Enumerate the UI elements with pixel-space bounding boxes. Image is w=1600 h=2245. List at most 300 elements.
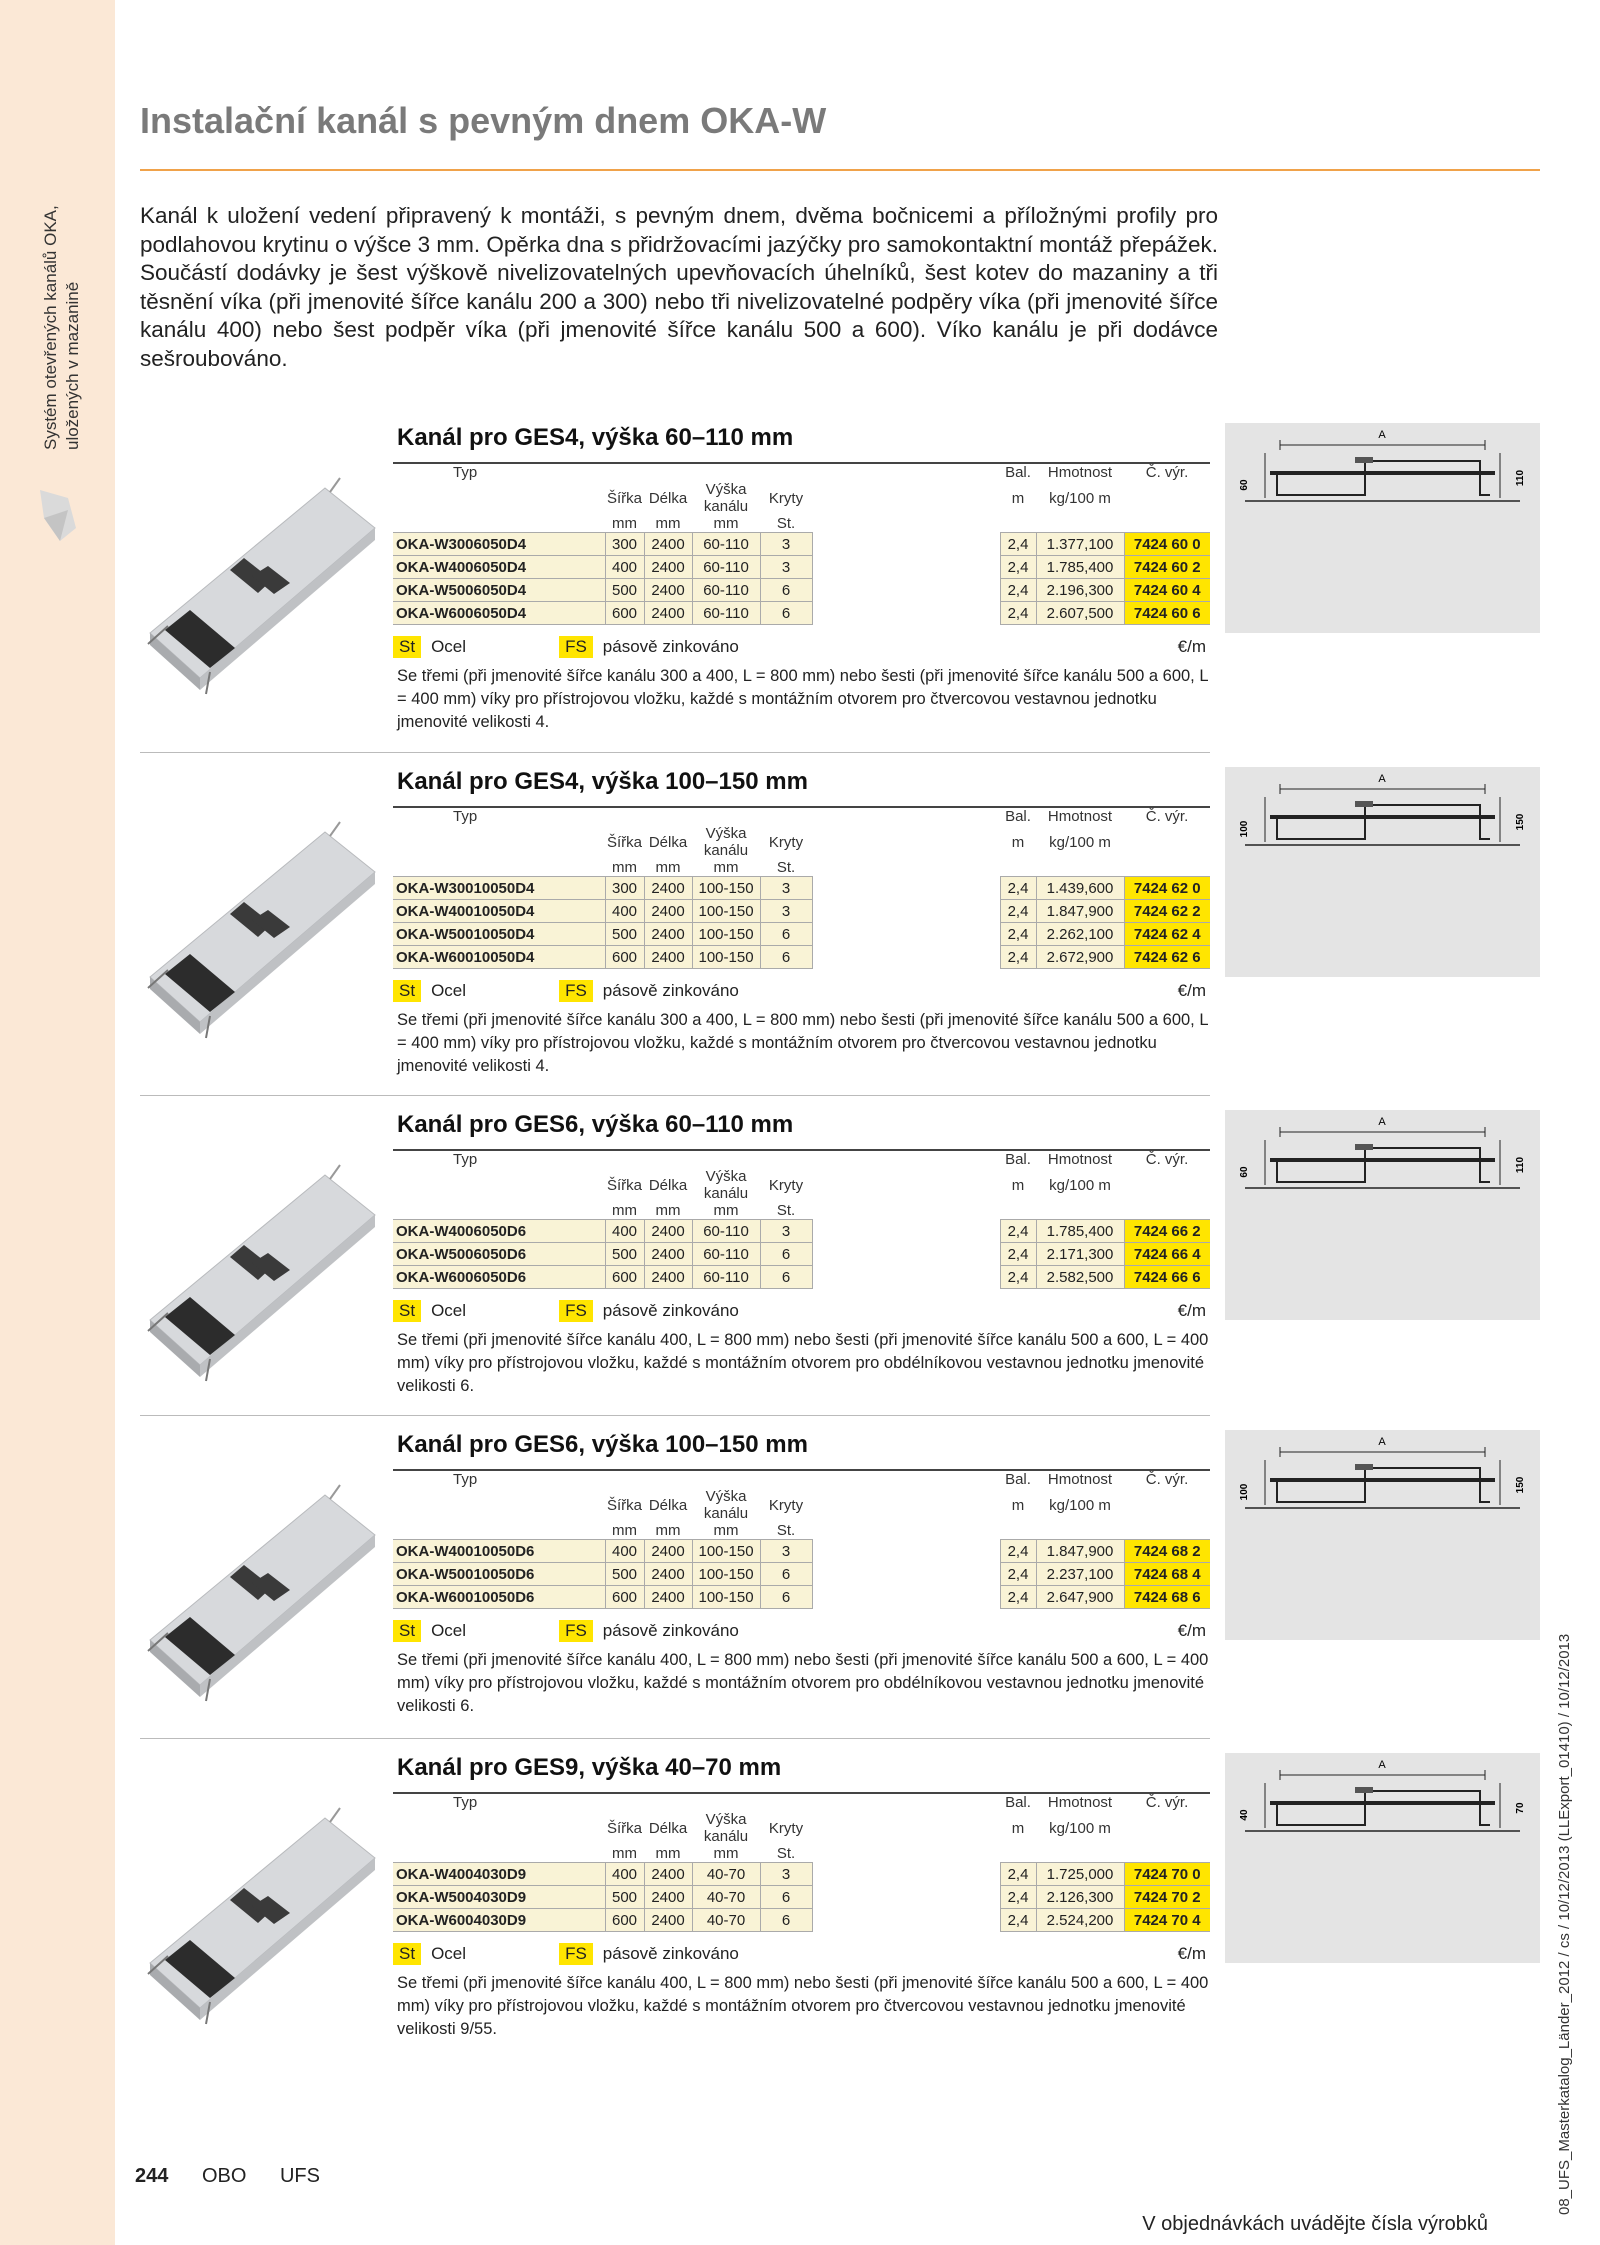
product-photo (140, 458, 380, 708)
col-kryty: Kryty (760, 1488, 812, 1522)
article-cell: 7424 60 6 (1124, 602, 1210, 625)
fs-tag: FS (559, 980, 593, 1002)
type-cell: OKA-W40010050D4 (393, 900, 605, 923)
dim-left-label: 100 (1239, 820, 1250, 838)
covers-cell: 6 (760, 1266, 812, 1289)
pack-cell: 2,4 (1000, 1243, 1036, 1266)
fs-label: pásově zinkováno (602, 637, 739, 656)
unit-mm: mm (644, 515, 692, 533)
covers-cell: 3 (760, 877, 812, 900)
dim-left-label: 60 (1239, 1166, 1250, 1178)
col-vyska-label: Výška (705, 1168, 747, 1185)
unit-st: St. (760, 1522, 812, 1540)
weight-cell: 2.237,100 (1036, 1563, 1124, 1586)
section-heading: Kanál pro GES6, výška 60–110 mm (397, 1111, 794, 1138)
section-heading: Kanál pro GES4, výška 60–110 mm (397, 424, 794, 451)
unit-mm: mm (692, 1522, 760, 1540)
table-row (393, 1266, 1210, 1289)
weight-cell: 2.647,900 (1036, 1586, 1124, 1609)
col-hmotnost: Hmotnost (1036, 463, 1124, 481)
type-cell: OKA-W60010050D6 (393, 1586, 605, 1609)
col-delka: Délka (644, 825, 692, 859)
product-photo (140, 802, 380, 1052)
dim-left-label: 60 (1239, 479, 1250, 491)
width-cell: 400 (605, 556, 644, 579)
page-number: 244 (135, 2165, 169, 2187)
height-cell: 100-150 (692, 1540, 760, 1563)
covers-cell: 6 (760, 1563, 812, 1586)
col-vyska-label: Výška (705, 1488, 747, 1505)
section-body (393, 1748, 1210, 2041)
width-cell: 600 (605, 1909, 644, 1932)
weight-cell: 2.196,300 (1036, 579, 1124, 602)
sidebar-chapter-text (40, 110, 84, 450)
pack-cell: 2,4 (1000, 533, 1036, 556)
product-photo (140, 1145, 380, 1395)
height-cell: 100-150 (692, 1586, 760, 1609)
table-row (393, 946, 1210, 969)
section-body (393, 418, 1210, 734)
col-kanalu-label: kanálu (703, 1828, 749, 1845)
type-cell: OKA-W4004030D9 (393, 1863, 605, 1886)
col-cvyr: Č. výr. (1124, 807, 1210, 825)
width-cell: 600 (605, 1586, 644, 1609)
weight-cell: 1.725,000 (1036, 1863, 1124, 1886)
pack-cell: 2,4 (1000, 900, 1036, 923)
unit-st: St. (760, 1202, 812, 1220)
dim-right-label: 150 (1515, 813, 1526, 831)
table-row (393, 877, 1210, 900)
section-note: Se třemi (při jmenovité šířce kanálu 400, L = 800 mm) nebo šesti (při jmenovité šířce kanálu 500 a 600, L = 400 mm) víky pro přístrojovou vložku, každé s montážním otvorem pro čtvercovou vestavnou jednotku jmenovité velikosti 9/55. (397, 1974, 1209, 2038)
type-cell: OKA-W5004030D9 (393, 1886, 605, 1909)
section-body (393, 1105, 1210, 1398)
cross-section-drawing (1225, 1430, 1540, 1640)
section-note: Se třemi (při jmenovité šířce kanálu 300 a 400, L = 800 mm) nebo šesti (při jmenovité šířce kanálu 500 a 600, L = 400 mm) víky pro přístrojovou vložku, každé s montážním otvorem pro čtvercovou vestavnou jednotku jmenovité velikosti 4. (397, 1011, 1208, 1075)
dim-a-label: A (1378, 1436, 1386, 1448)
length-cell: 2400 (644, 1540, 692, 1563)
type-cell: OKA-W6006050D4 (393, 602, 605, 625)
st-label: Ocel (431, 1944, 467, 1963)
pack-cell: 2,4 (1000, 1220, 1036, 1243)
pack-cell: 2,4 (1000, 579, 1036, 602)
section-note: Se třemi (při jmenovité šířce kanálu 400, L = 800 mm) nebo šesti (při jmenovité šířce kanálu 500 a 600, L = 400 mm) víky pro přístrojovou vložku, každé s montážním otvorem pro obdélníkovou vestavnou jednotku jmenovité velikosti 6. (397, 1331, 1209, 1395)
dim-right-label: 70 (1515, 1802, 1526, 1814)
article-cell: 7424 60 4 (1124, 579, 1210, 602)
sidebar-text-line2: uložených v mazanině (63, 281, 82, 450)
col-sirka: Šířka (605, 1168, 644, 1202)
unit-mm: mm (692, 859, 760, 877)
unit-mm: mm (644, 1522, 692, 1540)
weight-cell: 2.126,300 (1036, 1886, 1124, 1909)
length-cell: 2400 (644, 877, 692, 900)
col-sirka: Šířka (605, 1811, 644, 1845)
length-cell: 2400 (644, 1909, 692, 1932)
article-cell: 7424 62 6 (1124, 946, 1210, 969)
fs-tag: FS (559, 1943, 593, 1965)
length-cell: 2400 (644, 1243, 692, 1266)
col-bal: Bal. (1000, 463, 1036, 481)
table-row (393, 1886, 1210, 1909)
width-cell: 600 (605, 602, 644, 625)
table-row (393, 1863, 1210, 1886)
article-cell: 7424 66 4 (1124, 1243, 1210, 1266)
col-kanalu-label: kanálu (703, 842, 749, 859)
col-vyska (692, 481, 760, 515)
weight-cell: 1.847,900 (1036, 1540, 1124, 1563)
footer-left (135, 2165, 348, 2188)
col-hmotnost: Hmotnost (1036, 1793, 1124, 1811)
pack-cell: 2,4 (1000, 602, 1036, 625)
table-row (393, 1909, 1210, 1932)
table-row (393, 923, 1210, 946)
covers-cell: 6 (760, 923, 812, 946)
weight-cell: 1.785,400 (1036, 1220, 1124, 1243)
spec-table (393, 1149, 1210, 1289)
material-row (393, 1940, 1210, 1968)
height-cell: 100-150 (692, 877, 760, 900)
col-typ: Typ (393, 463, 605, 481)
sidebar-text-line1: Systém otevřených kanálů OKA, (41, 205, 60, 450)
length-cell: 2400 (644, 1563, 692, 1586)
height-cell: 100-150 (692, 900, 760, 923)
product-photo (140, 1465, 380, 1715)
pack-cell: 2,4 (1000, 1886, 1036, 1909)
dim-a-label: A (1378, 773, 1386, 785)
article-cell: 7424 68 2 (1124, 1540, 1210, 1563)
fs-label: pásově zinkováno (602, 1301, 739, 1320)
price-unit: €/m (1177, 1621, 1206, 1640)
price-unit: €/m (1177, 1944, 1206, 1963)
col-typ: Typ (393, 1150, 605, 1168)
page-corner-icon (38, 488, 78, 543)
st-label: Ocel (431, 637, 467, 656)
st-tag: St (393, 1943, 421, 1965)
article-cell: 7424 68 6 (1124, 1586, 1210, 1609)
page-title: Instalační kanál s pevným dnem OKA-W (140, 100, 827, 141)
article-cell: 7424 62 0 (1124, 877, 1210, 900)
height-cell: 60-110 (692, 1266, 760, 1289)
unit-st: St. (760, 1845, 812, 1863)
price-unit: €/m (1177, 981, 1206, 1000)
article-cell: 7424 70 4 (1124, 1909, 1210, 1932)
type-cell: OKA-W50010050D6 (393, 1563, 605, 1586)
height-cell: 60-110 (692, 533, 760, 556)
width-cell: 500 (605, 1243, 644, 1266)
height-cell: 40-70 (692, 1909, 760, 1932)
height-cell: 100-150 (692, 946, 760, 969)
cross-section-drawing (1225, 1753, 1540, 1963)
dim-right-label: 110 (1515, 469, 1526, 487)
height-cell: 60-110 (692, 1243, 760, 1266)
product-photo (140, 1788, 380, 2038)
col-vyska-label: Výška (705, 481, 747, 498)
covers-cell: 3 (760, 556, 812, 579)
footer-brand: OBO (201, 2165, 247, 2187)
length-cell: 2400 (644, 579, 692, 602)
spec-table (393, 806, 1210, 969)
dim-a-label: A (1378, 1759, 1386, 1771)
unit-mm: mm (644, 859, 692, 877)
unit-mm: mm (644, 1845, 692, 1863)
table-row (393, 1586, 1210, 1609)
st-tag: St (393, 1620, 421, 1642)
vertical-meta-text: 08_UFS_Masterkatalog_Länder_2012 / cs / 10/12/2013 (LLExport_01410) / 10/12/2013 (1556, 1633, 1573, 2215)
material-row (393, 977, 1210, 1005)
material-row (393, 633, 1210, 661)
price-unit: €/m (1177, 637, 1206, 656)
unit-kg: kg/100 m (1036, 825, 1124, 859)
col-kanalu-label: kanálu (703, 1185, 749, 1202)
unit-mm: mm (605, 515, 644, 533)
weight-cell: 2.524,200 (1036, 1909, 1124, 1932)
dim-a-label: A (1378, 429, 1386, 441)
table-row (393, 900, 1210, 923)
section-separator (140, 1415, 1210, 1416)
unit-m: m (1000, 1488, 1036, 1522)
fs-label: pásově zinkováno (602, 981, 739, 1000)
pack-cell: 2,4 (1000, 556, 1036, 579)
pack-cell: 2,4 (1000, 1863, 1036, 1886)
length-cell: 2400 (644, 1886, 692, 1909)
length-cell: 2400 (644, 602, 692, 625)
covers-cell: 3 (760, 1540, 812, 1563)
weight-cell: 1.439,600 (1036, 877, 1124, 900)
width-cell: 300 (605, 877, 644, 900)
col-bal: Bal. (1000, 1150, 1036, 1168)
length-cell: 2400 (644, 923, 692, 946)
pack-cell: 2,4 (1000, 1909, 1036, 1932)
col-kryty: Kryty (760, 825, 812, 859)
article-cell: 7424 70 0 (1124, 1863, 1210, 1886)
covers-cell: 3 (760, 1220, 812, 1243)
unit-mm: mm (605, 1845, 644, 1863)
col-hmotnost: Hmotnost (1036, 807, 1124, 825)
type-cell: OKA-W4006050D4 (393, 556, 605, 579)
table-row (393, 556, 1210, 579)
width-cell: 300 (605, 533, 644, 556)
dim-a-label: A (1378, 1116, 1386, 1128)
width-cell: 400 (605, 1540, 644, 1563)
weight-cell: 1.377,100 (1036, 533, 1124, 556)
weight-cell: 1.785,400 (1036, 556, 1124, 579)
covers-cell: 3 (760, 1863, 812, 1886)
st-label: Ocel (431, 1621, 467, 1640)
unit-mm: mm (605, 859, 644, 877)
col-cvyr: Č. výr. (1124, 463, 1210, 481)
col-sirka: Šířka (605, 1488, 644, 1522)
col-hmotnost: Hmotnost (1036, 1150, 1124, 1168)
unit-mm: mm (605, 1522, 644, 1540)
article-cell: 7424 62 2 (1124, 900, 1210, 923)
footer-order-note: V objednávkách uvádějte čísla výrobků (1142, 2213, 1488, 2235)
fs-label: pásově zinkováno (602, 1944, 739, 1963)
length-cell: 2400 (644, 1220, 692, 1243)
type-cell: OKA-W6004030D9 (393, 1909, 605, 1932)
type-cell: OKA-W30010050D4 (393, 877, 605, 900)
material-row (393, 1297, 1210, 1325)
col-vyska-label: Výška (705, 1811, 747, 1828)
type-cell: OKA-W6006050D6 (393, 1266, 605, 1289)
fs-tag: FS (559, 1620, 593, 1642)
unit-m: m (1000, 825, 1036, 859)
pack-cell: 2,4 (1000, 1266, 1036, 1289)
article-cell: 7424 68 4 (1124, 1563, 1210, 1586)
price-unit: €/m (1177, 1301, 1206, 1320)
unit-mm: mm (692, 515, 760, 533)
length-cell: 2400 (644, 1586, 692, 1609)
weight-cell: 2.262,100 (1036, 923, 1124, 946)
weight-cell: 2.607,500 (1036, 602, 1124, 625)
table-row (393, 1540, 1210, 1563)
cross-section-drawing (1225, 767, 1540, 977)
unit-kg: kg/100 m (1036, 1811, 1124, 1845)
height-cell: 60-110 (692, 602, 760, 625)
unit-st: St. (760, 515, 812, 533)
unit-m: m (1000, 1168, 1036, 1202)
width-cell: 400 (605, 900, 644, 923)
fs-tag: FS (559, 636, 593, 658)
fs-label: pásově zinkováno (602, 1621, 739, 1640)
dim-left-label: 40 (1239, 1809, 1250, 1821)
covers-cell: 6 (760, 1909, 812, 1932)
col-vyska (692, 825, 760, 859)
section-separator (140, 1738, 1210, 1739)
footer-series: UFS (279, 2165, 320, 2187)
weight-cell: 1.847,900 (1036, 900, 1124, 923)
width-cell: 400 (605, 1220, 644, 1243)
unit-m: m (1000, 1811, 1036, 1845)
st-tag: St (393, 1300, 421, 1322)
weight-cell: 2.582,500 (1036, 1266, 1124, 1289)
col-sirka: Šířka (605, 481, 644, 515)
col-vyska (692, 1488, 760, 1522)
covers-cell: 6 (760, 602, 812, 625)
article-cell: 7424 66 2 (1124, 1220, 1210, 1243)
col-delka: Délka (644, 1488, 692, 1522)
length-cell: 2400 (644, 1266, 692, 1289)
section-note: Se třemi (při jmenovité šířce kanálu 400, L = 800 mm) nebo šesti (při jmenovité šířce kanálu 500 a 600, L = 400 mm) víky pro přístrojovou vložku, každé s montážním otvorem pro obdélníkovou vestavnou jednotku jmenovité velikosti 6. (397, 1651, 1209, 1715)
article-cell: 7424 62 4 (1124, 923, 1210, 946)
type-cell: OKA-W5006050D4 (393, 579, 605, 602)
article-cell: 7424 70 2 (1124, 1886, 1210, 1909)
pack-cell: 2,4 (1000, 946, 1036, 969)
col-sirka: Šířka (605, 825, 644, 859)
col-cvyr: Č. výr. (1124, 1470, 1210, 1488)
section-separator (140, 1095, 1210, 1096)
article-cell: 7424 60 2 (1124, 556, 1210, 579)
col-bal: Bal. (1000, 807, 1036, 825)
col-vyska-label: Výška (705, 825, 747, 842)
pack-cell: 2,4 (1000, 923, 1036, 946)
covers-cell: 6 (760, 1586, 812, 1609)
width-cell: 500 (605, 1563, 644, 1586)
height-cell: 60-110 (692, 556, 760, 579)
cross-section-drawing (1225, 423, 1540, 633)
fs-tag: FS (559, 1300, 593, 1322)
intro-paragraph: Kanál k uložení vedení připravený k montáži, s pevným dnem, dvěma bočnicemi a příložnými profily pro podlahovou krytinu o výšce 3 mm. Opěrka dna s přidržovacími jazýčky pro samokontaktní montáž přepážek. Součástí dodávky je šest výškově nivelizovatelných upevňovacích úhelníků, šest kotev do mazaniny a tři těsnění víka (při jmenovité šířce kanálu 200 a 300) nebo tři nivelizovatelné podpěry víka (při jmenovité šířce kanálu 400) nebo šest podpěr víka (při jmenovité šířce kanálu 500 a 600). Víko kanálu je při dodávce sešroubováno. (140, 203, 1218, 371)
height-cell: 60-110 (692, 579, 760, 602)
width-cell: 500 (605, 579, 644, 602)
col-kanalu-label: kanálu (703, 1505, 749, 1522)
table-row (393, 602, 1210, 625)
length-cell: 2400 (644, 900, 692, 923)
length-cell: 2400 (644, 556, 692, 579)
unit-mm: mm (692, 1845, 760, 1863)
unit-kg: kg/100 m (1036, 481, 1124, 515)
type-cell: OKA-W3006050D4 (393, 533, 605, 556)
col-kryty: Kryty (760, 481, 812, 515)
col-delka: Délka (644, 481, 692, 515)
section-heading: Kanál pro GES4, výška 100–150 mm (397, 768, 808, 795)
weight-cell: 2.171,300 (1036, 1243, 1124, 1266)
dim-right-label: 150 (1515, 1476, 1526, 1494)
col-vyska (692, 1811, 760, 1845)
type-cell: OKA-W5006050D6 (393, 1243, 605, 1266)
col-cvyr: Č. výr. (1124, 1793, 1210, 1811)
height-cell: 100-150 (692, 923, 760, 946)
section-heading: Kanál pro GES9, výška 40–70 mm (397, 1754, 782, 1781)
unit-mm: mm (644, 1202, 692, 1220)
col-vyska (692, 1168, 760, 1202)
section-note: Se třemi (při jmenovité šířce kanálu 300 a 400, L = 800 mm) nebo šesti (při jmenovité šířce kanálu 500 a 600, L = 400 mm) víky pro přístrojovou vložku, každé s montážním otvorem pro čtvercovou vestavnou jednotku jmenovité velikosti 4. (397, 667, 1208, 731)
spec-table (393, 462, 1210, 625)
col-typ: Typ (393, 1793, 605, 1811)
col-typ: Typ (393, 1470, 605, 1488)
height-cell: 40-70 (692, 1863, 760, 1886)
st-tag: St (393, 636, 421, 658)
material-row (393, 1617, 1210, 1645)
unit-mm: mm (605, 1202, 644, 1220)
col-kryty: Kryty (760, 1168, 812, 1202)
pack-cell: 2,4 (1000, 1540, 1036, 1563)
section-body (393, 1425, 1210, 1718)
table-row (393, 1243, 1210, 1266)
type-cell: OKA-W4006050D6 (393, 1220, 605, 1243)
dim-left-label: 100 (1239, 1483, 1250, 1501)
col-bal: Bal. (1000, 1470, 1036, 1488)
covers-cell: 3 (760, 900, 812, 923)
spec-table (393, 1792, 1210, 1932)
spec-table (393, 1469, 1210, 1609)
pack-cell: 2,4 (1000, 1586, 1036, 1609)
height-cell: 40-70 (692, 1886, 760, 1909)
covers-cell: 6 (760, 579, 812, 602)
height-cell: 100-150 (692, 1563, 760, 1586)
col-typ: Typ (393, 807, 605, 825)
dim-right-label: 110 (1515, 1156, 1526, 1174)
width-cell: 600 (605, 1266, 644, 1289)
st-label: Ocel (431, 1301, 467, 1320)
section-separator (140, 752, 1210, 753)
col-hmotnost: Hmotnost (1036, 1470, 1124, 1488)
article-cell: 7424 60 0 (1124, 533, 1210, 556)
covers-cell: 6 (760, 1243, 812, 1266)
covers-cell: 3 (760, 533, 812, 556)
table-row (393, 533, 1210, 556)
col-cvyr: Č. výr. (1124, 1150, 1210, 1168)
unit-kg: kg/100 m (1036, 1488, 1124, 1522)
section-body (393, 762, 1210, 1078)
unit-m: m (1000, 481, 1036, 515)
length-cell: 2400 (644, 533, 692, 556)
table-row (393, 1563, 1210, 1586)
col-delka: Délka (644, 1811, 692, 1845)
covers-cell: 6 (760, 946, 812, 969)
article-cell: 7424 66 6 (1124, 1266, 1210, 1289)
table-row (393, 1220, 1210, 1243)
col-kanalu-label: kanálu (703, 498, 749, 515)
width-cell: 400 (605, 1863, 644, 1886)
